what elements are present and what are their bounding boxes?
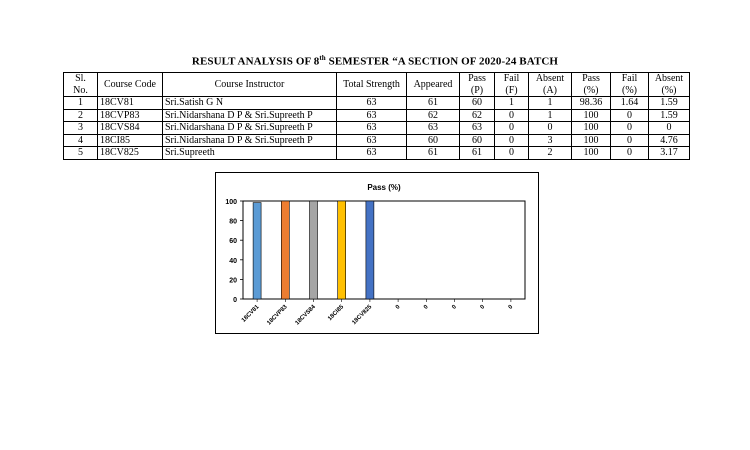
table-cell: 1.59: [649, 109, 690, 122]
table-cell: Sri.Satish G N: [163, 97, 337, 110]
bar: [338, 201, 346, 299]
column-header-text: (%): [661, 84, 677, 96]
table-cell: 62: [460, 109, 495, 122]
table-cell: 0: [495, 109, 529, 122]
column-header-text: Fail: [503, 73, 520, 84]
column-header-text: Total Strength: [343, 78, 400, 90]
chart-svg: [216, 173, 538, 333]
column-header-text: Absent: [654, 73, 684, 84]
column-header: [611, 73, 649, 97]
table-cell: 100: [572, 122, 611, 135]
x-tick-label: 0: [451, 304, 458, 311]
x-tick-label: 18CV81: [240, 304, 261, 324]
table-cell: Sri.Nidarshana D P & Sri.Supreeth P: [163, 122, 337, 135]
column-header-text: (F): [505, 84, 518, 96]
table-cell: 98.36: [572, 97, 611, 110]
table-row: [64, 147, 690, 160]
table-cell: 63: [337, 122, 407, 135]
bar: [281, 201, 289, 299]
column-header: [337, 73, 407, 97]
column-header: [163, 73, 337, 97]
table-cell: 0: [611, 147, 649, 160]
x-tick-label: 18CV825: [351, 304, 374, 327]
x-tick-label: 18CVP83: [266, 304, 289, 327]
x-tick-label: 0: [423, 304, 430, 311]
table-row: [64, 134, 690, 147]
bar: [253, 203, 261, 299]
chart-title: Pass (%): [367, 183, 401, 192]
table-cell: 60: [460, 134, 495, 147]
x-tick-label: 18CVS84: [294, 304, 317, 327]
table-row: [64, 97, 690, 110]
table-cell: 62: [407, 109, 460, 122]
table-cell: 1: [529, 97, 572, 110]
column-header-text: Absent: [535, 73, 565, 84]
table-cell: 63: [337, 109, 407, 122]
table-cell: 18CV81: [98, 97, 163, 110]
table-cell: 0: [495, 134, 529, 147]
page-title: [0, 54, 750, 68]
column-header-text: No.: [73, 84, 88, 96]
x-tick-label: 18CI85: [327, 304, 346, 323]
column-header-text: (%): [622, 84, 637, 96]
x-tick-label: 0: [394, 304, 402, 311]
table-cell: 0: [611, 122, 649, 135]
table-cell: 63: [337, 134, 407, 147]
title-prefix: RESULT ANALYSIS OF 8: [191, 55, 320, 68]
table-cell: 1.59: [649, 97, 690, 110]
column-header: [460, 73, 495, 97]
table-cell: 18CVS84: [98, 122, 163, 135]
table-header-row: [64, 73, 690, 97]
table-cell: 60: [460, 97, 495, 110]
table-cell: 1: [529, 109, 572, 122]
table-cell: 18CI85: [98, 134, 163, 147]
column-header-text: (P): [470, 84, 484, 96]
table-cell: 5: [64, 147, 98, 160]
column-header-text: Sl.: [75, 73, 86, 84]
table-cell: 61: [407, 147, 460, 160]
table-cell: 2: [64, 109, 98, 122]
table-cell: 0: [529, 122, 572, 135]
column-header-text: Course Instructor: [214, 78, 285, 90]
table-cell: 0: [649, 122, 690, 135]
table-row: [64, 109, 690, 122]
column-header-text: Fail: [621, 73, 638, 84]
table-cell: 100: [572, 109, 611, 122]
column-header-text: Pass: [582, 73, 600, 84]
table-row: [64, 122, 690, 135]
table-cell: 2: [529, 147, 572, 160]
table-cell: 18CVP83: [98, 109, 163, 122]
column-header: [64, 73, 98, 97]
y-tick-label: 60: [229, 238, 237, 246]
table-cell: 0: [611, 109, 649, 122]
column-header: [407, 73, 460, 97]
x-tick-label: 0: [507, 304, 515, 311]
table-body: [64, 97, 690, 160]
pass-chart: [215, 172, 539, 334]
table-cell: Sri.Nidarshana D P & Sri.Supreeth P: [163, 134, 337, 147]
table-cell: 4.76: [649, 134, 690, 147]
title-suffix: SEMESTER “A SECTION OF 2020-24 BATCH: [325, 55, 559, 68]
y-tick-label: 40: [229, 257, 237, 265]
table-cell: 100: [572, 147, 611, 160]
table-cell: 61: [407, 97, 460, 110]
table-cell: 0: [495, 147, 529, 160]
y-tick-label: 20: [229, 277, 237, 285]
column-header-text: Appeared: [413, 78, 453, 90]
table-cell: 63: [337, 97, 407, 110]
table-cell: 1.64: [611, 97, 649, 110]
table-cell: 0: [495, 122, 529, 135]
table-cell: 61: [460, 147, 495, 160]
y-tick-label: 0: [233, 297, 237, 304]
table-cell: 0: [611, 134, 649, 147]
table-cell: 63: [407, 122, 460, 135]
bar: [310, 201, 318, 299]
result-table: [63, 72, 690, 160]
column-header: [649, 73, 690, 97]
column-header-text: Course Code: [104, 78, 156, 90]
table-cell: 4: [64, 134, 98, 147]
column-header-text: (%): [583, 84, 599, 96]
column-header: [572, 73, 611, 97]
table-cell: 3: [529, 134, 572, 147]
column-header: [495, 73, 529, 97]
table-cell: 3: [64, 122, 98, 135]
table-cell: 1: [64, 97, 98, 110]
table-cell: Sri.Nidarshana D P & Sri.Supreeth P: [163, 109, 337, 122]
table-cell: 18CV825: [98, 147, 163, 160]
title-sup: th: [319, 54, 326, 62]
table-cell: 100: [572, 134, 611, 147]
table-cell: 63: [337, 147, 407, 160]
column-header-text: Pass: [468, 73, 486, 84]
bar: [366, 201, 374, 299]
table-cell: Sri.Supreeth: [163, 147, 337, 160]
table-cell: 3.17: [649, 147, 690, 160]
y-tick-label: 80: [229, 218, 237, 226]
y-tick-label: 100: [225, 199, 237, 206]
column-header: [529, 73, 572, 97]
column-header-text: (A): [543, 84, 557, 96]
table-cell: 1: [495, 97, 529, 110]
column-header: [98, 73, 163, 97]
table-cell: 60: [407, 134, 460, 147]
table-cell: 63: [460, 122, 495, 135]
x-tick-label: 0: [479, 304, 487, 311]
